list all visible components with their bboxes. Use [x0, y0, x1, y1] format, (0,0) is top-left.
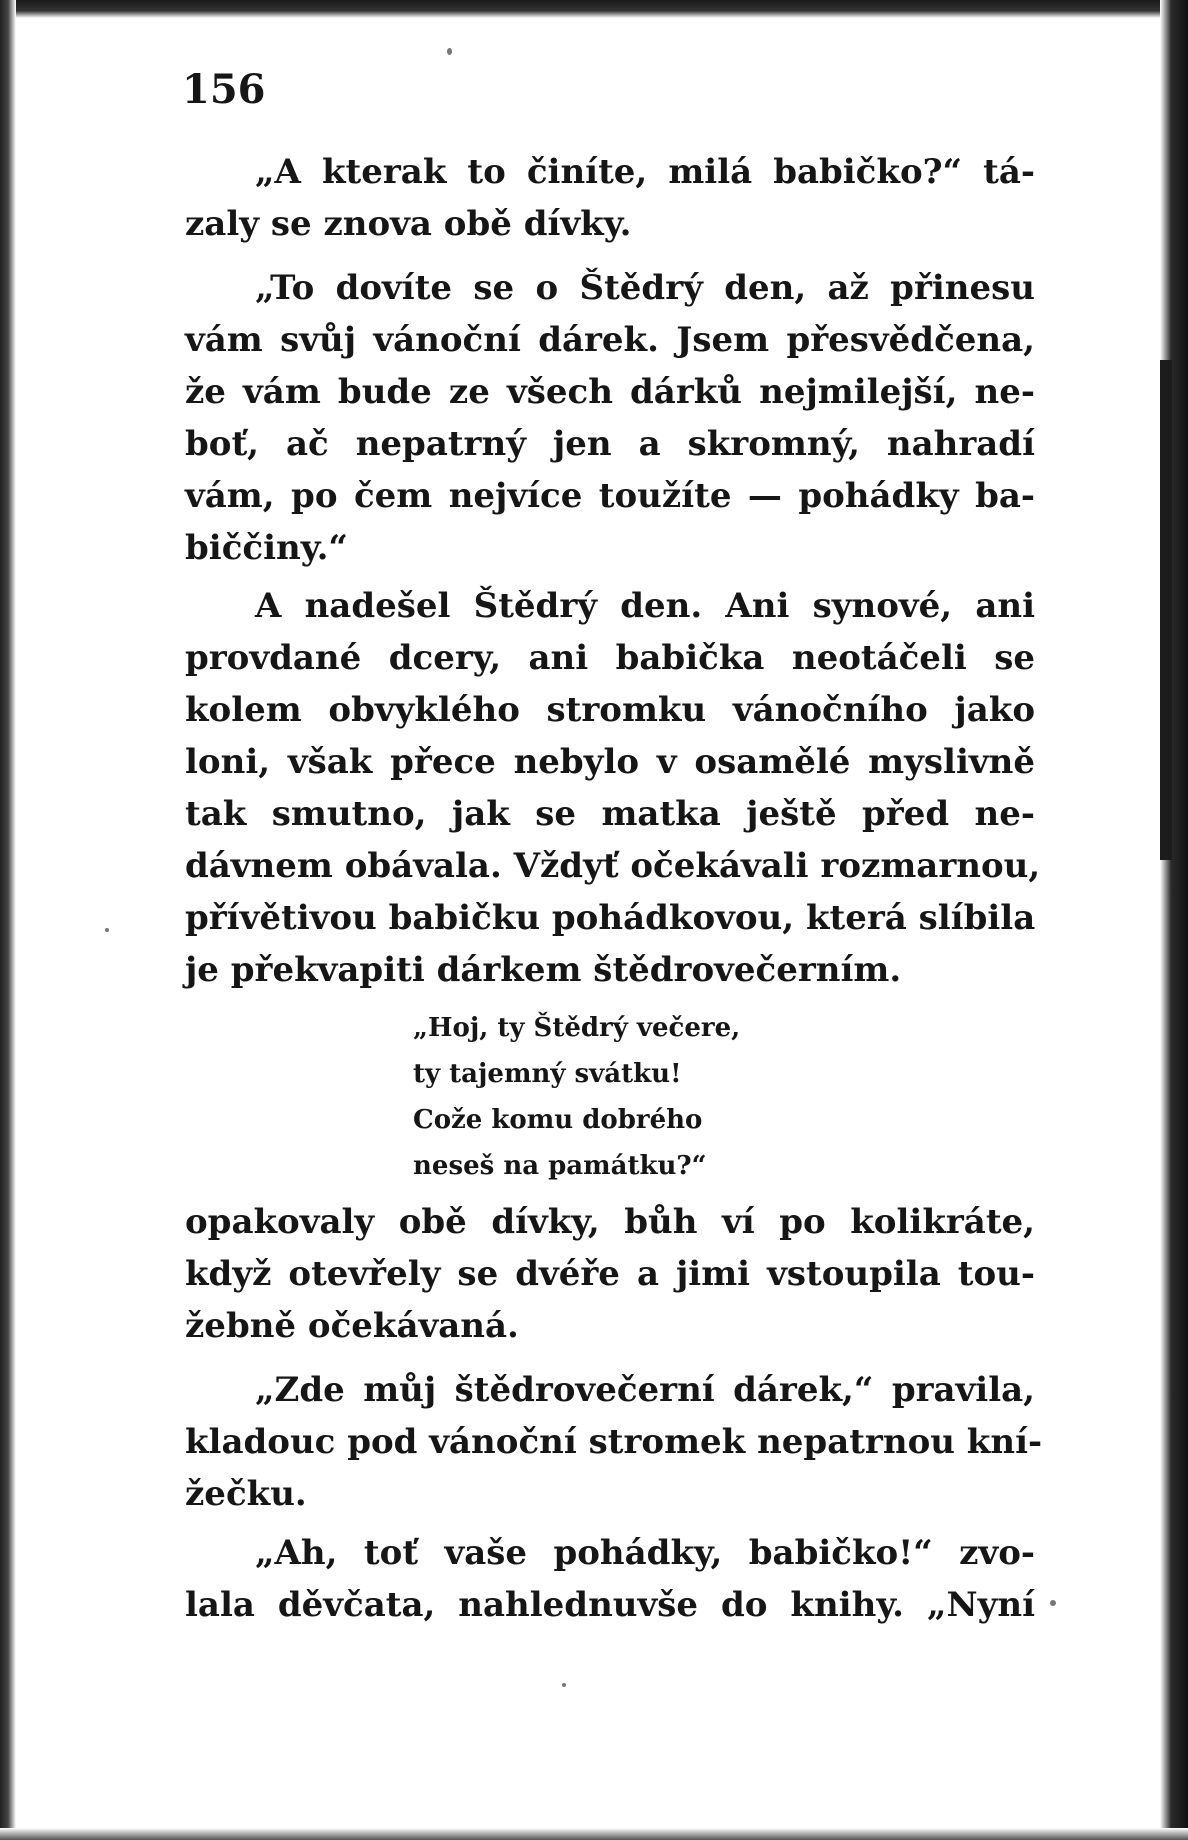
paragraph-5: [185, 1364, 1043, 1520]
text-line: že vám bude ze všech dárků nejmilejší, ne-: [185, 372, 1035, 412]
text-line: A nadešel Štědrý den. Ani synové, ani: [255, 586, 1035, 626]
ink-speck: [562, 1683, 566, 1687]
text-line: kolem obvyklého stromku vánočního jako: [185, 690, 1035, 730]
poem-line: „Hoj, ty Štědrý večere,: [413, 1013, 741, 1043]
ink-speck: [1050, 1600, 1056, 1606]
text-line: loni, však přece nebylo v osamělé myslivně: [185, 742, 1035, 782]
text-line: biččiny.“: [185, 528, 348, 568]
text-line: kladouc pod vánoční stromek nepatrnou kní-: [185, 1422, 1043, 1462]
ink-speck: [447, 48, 452, 55]
text-line: tak smutno, jak se matka ještě před ne-: [185, 794, 1035, 834]
poem-line: neseš na památku?“: [413, 1151, 707, 1181]
text-line: zaly se znova obě dívky.: [185, 204, 632, 244]
scan-edge-notch: [1160, 360, 1172, 860]
text-line: provdané dcery, ani babička neotáčeli se: [185, 638, 1035, 678]
poem-stanza: [413, 1005, 740, 1189]
text-line: když otevřely se dvéře a jimi vstoupila tou-: [185, 1254, 1035, 1294]
text-line: „Zde můj štědrovečerní dárek,“ pravila,: [255, 1370, 1035, 1410]
text-line: přívětivou babičku pohádkovou, která slíbila: [185, 898, 1036, 938]
text-line: vám, po čem nejvíce toužíte — pohádky ba-: [185, 476, 1035, 516]
page-number: 156: [182, 66, 266, 113]
text-line: „To dovíte se o Štědrý den, až přinesu: [255, 268, 1035, 308]
text-line: „Ah, toť vaše pohádky, babičko!“ zvo-: [255, 1533, 1035, 1573]
paragraph-4: [185, 1196, 1035, 1352]
paragraph-3: [185, 580, 1041, 996]
poem-line: Cože komu dobrého: [413, 1105, 703, 1135]
scan-edge-top: [0, 0, 1188, 18]
text-line: opakovaly obě dívky, bůh ví po kolikráte,: [185, 1202, 1035, 1242]
ink-speck: [105, 928, 109, 932]
paragraph-2: [185, 262, 1035, 574]
scan-edge-bottom: [0, 1828, 1188, 1840]
poem-line: ty tajemný svátku!: [413, 1059, 682, 1089]
text-line: dávnem obávala. Vždyť očekávali rozmarnou,: [185, 846, 1041, 886]
text-line: vám svůj vánoční dárek. Jsem přesvědčena,: [185, 320, 1035, 360]
text-line: je překvapiti dárkem štědrovečerním.: [185, 950, 902, 990]
scan-edge-right: [1160, 0, 1188, 1840]
scan-edge-left: [0, 0, 16, 1840]
paragraph-6: [185, 1527, 1035, 1631]
text-line: lala děvčata, nahlednuvše do knihy. „Nyní: [185, 1585, 1035, 1625]
text-line: žebně očekávaná.: [185, 1306, 519, 1346]
paragraph-1: [185, 146, 1035, 250]
text-line: žečku.: [185, 1474, 307, 1514]
text-line: boť, ač nepatrný jen a skromný, nahradí: [185, 424, 1035, 464]
text-line: „A kterak to činíte, milá babičko?“ tá-: [255, 152, 1035, 192]
